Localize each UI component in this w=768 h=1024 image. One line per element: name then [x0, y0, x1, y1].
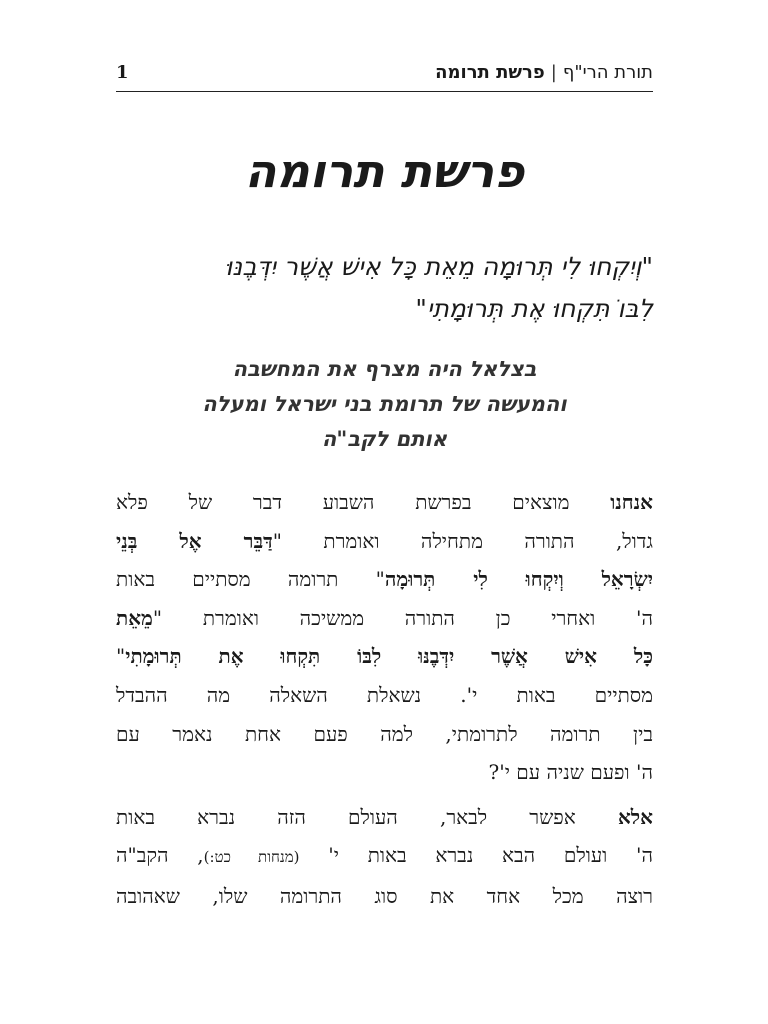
opening-word: אנחנו: [610, 490, 653, 514]
text-line: [116, 560, 653, 599]
paragraph: [116, 483, 653, 792]
chapter-title: פרשת תרומה: [244, 144, 525, 198]
line-text: ": [116, 644, 126, 669]
text-line: [116, 753, 653, 792]
text-line: [116, 836, 653, 877]
line-text: " תרומה מסתיים באות: [116, 567, 385, 592]
running-head-titles: [435, 62, 653, 83]
text-line: [116, 877, 653, 916]
body-text: [116, 483, 653, 922]
line-text: ה' ועולם הבא נברא באות י': [299, 843, 653, 868]
running-head: [116, 58, 653, 86]
line-text: רוצה מכל אחד את סוג התרומה שלו, שאהובה: [116, 883, 653, 908]
verse-citation: כָּל אִישׁ אֲשֶׁר יִדְּבֶנּוּ לִבּוֹ תִּקְחוּ אֶת תְּרוּמָתִי: [125, 644, 653, 669]
line-text: גדול, התורה מתחילה ואומרת ": [272, 528, 653, 553]
running-head-separator: |: [550, 61, 557, 83]
line-text: מוצאים בפרשת השבוע דבר של פלא: [116, 490, 611, 514]
page-number: 1: [116, 61, 129, 83]
subtitle-line: בצלאל היה מצרף את המחשבה: [232, 357, 537, 381]
verse-quote: [116, 246, 653, 330]
text-line: [116, 637, 653, 676]
text-line: [116, 798, 653, 837]
verse-line: לִבּוֹ תִּקְחוּ אֶת תְּרוּמָתִי": [415, 294, 653, 323]
verse-line: "וְיִקְחוּ לִי תְּרוּמָה מֵאֵת כָּל אִישׁ אֲשֶׁר יִדְּבֶנּוּ: [225, 252, 653, 281]
subtitle-line: אותם לקב"ה: [321, 427, 448, 451]
book-title: תורת הרי"ף: [562, 61, 653, 83]
text-line: [116, 522, 653, 561]
text-line: [116, 676, 653, 715]
parsha-name: פרשת תרומה: [435, 61, 545, 83]
line-text: , הקב"ה: [116, 843, 204, 868]
line-text: אפשר לבאר, העולם הזה נברא באות: [116, 804, 618, 829]
opening-word: אלא: [617, 804, 653, 829]
text-line: [116, 599, 653, 638]
verse-citation: דַּבֵּר אֶל בְּנֵי: [116, 528, 273, 553]
paragraph: [116, 798, 653, 916]
subtitle-line: והמעשה של תרומת בני ישראל ומעלה: [202, 392, 567, 416]
source-reference: (מנחות כט:): [203, 848, 300, 867]
text-line: [116, 483, 653, 522]
line-text: ה' ואחרי כן התורה ממשיכה ואומרת ": [152, 605, 653, 630]
verse-citation: מֵאֵת: [116, 605, 153, 630]
chapter-subtitle: [116, 352, 653, 457]
line-text: מסתיים באות י'. נשאלת השאלה מה ההבדל: [116, 682, 653, 707]
verse-citation: יִשְׂרָאֵל וְיִקְחוּ לִי תְּרוּמָה: [384, 567, 653, 592]
line-text: ה' ופעם שניה עם י'?: [488, 760, 653, 785]
line-text: בין תרומה לתרומתי, למה פעם אחת נאמר עם: [116, 721, 653, 746]
header-rule: [116, 91, 653, 92]
text-line: [116, 715, 653, 754]
document-page: [116, 0, 653, 1024]
